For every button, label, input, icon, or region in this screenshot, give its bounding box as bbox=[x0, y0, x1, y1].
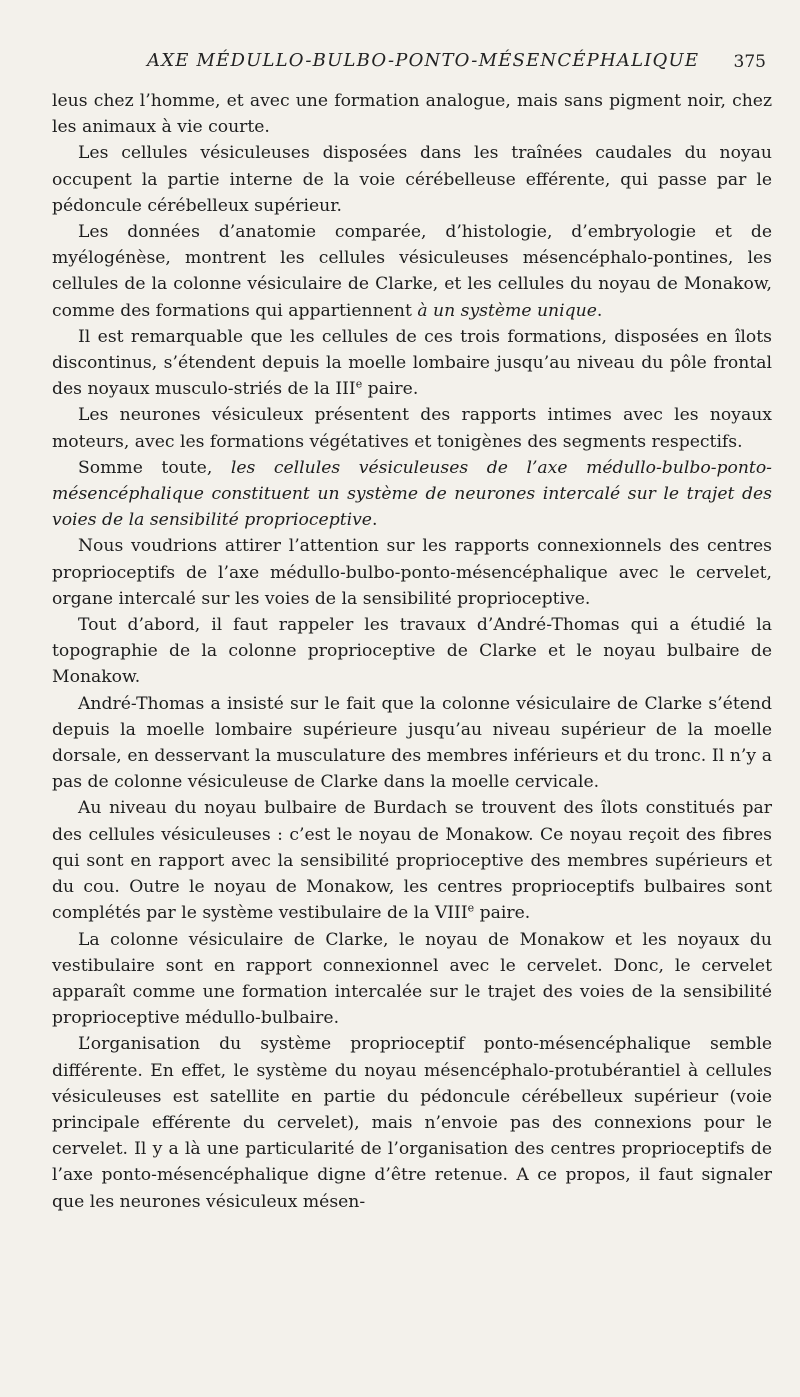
paragraph-text: Nous voudrions attirer l’attention sur les rapports connexionnels des centres proprioceptifs de l’axe médullo-bulbo-ponto-mésencéphalique avec le cervelet, organe intercalé sur les voies de la sensibilité proprioceptive. bbox=[52, 536, 772, 609]
paragraph-text-end: paire. bbox=[474, 903, 531, 924]
body-text bbox=[52, 88, 772, 1215]
paragraph bbox=[52, 691, 772, 796]
paragraph bbox=[52, 455, 772, 534]
superscript: e bbox=[355, 377, 363, 391]
paragraph-text: Il est remarquable que les cellules de ces trois formations, disposées en îlots discontinus, s’étendent depuis la moelle lombaire jusqu’au niveau du pôle frontal des noyaux musculo-striés de la III bbox=[52, 326, 772, 400]
running-head bbox=[52, 48, 770, 78]
paragraph-text: Les données d’anatomie comparée, d’histologie, d’embryologie et de myélogénèse, montrent les cellules vésiculeuses mésencéphalo-pontines, les cellules de la colonne vésiculaire de Clarke, et les cellules du noyau de Monakow, comme des formations qui appartiennent bbox=[52, 222, 772, 321]
paragraph bbox=[52, 612, 772, 691]
paragraph bbox=[52, 1031, 772, 1214]
paragraph bbox=[52, 927, 772, 1032]
paragraph-text-end: . bbox=[596, 300, 603, 321]
paragraph bbox=[52, 219, 772, 324]
paragraph-text-end: . bbox=[371, 510, 378, 531]
running-title: AXE MÉDULLO-BULBO-PONTO-MÉSENCÉPHALIQUE bbox=[147, 50, 700, 71]
paragraph bbox=[52, 88, 772, 140]
italic-emphasis: les cellules vésiculeuses de l’axe médullo-bulbo-ponto-mésencéphalique constituent un système de neurones intercalé sur le trajet des voies de la sensibilité proprioceptive bbox=[52, 457, 772, 531]
italic-emphasis: à un système unique bbox=[417, 300, 597, 321]
paragraph-text: Tout d’abord, il faut rappeler les travaux d’André-Thomas qui a étudié la topographie de la colonne proprioceptive de Clarke et le noyau bulbaire de Monakow. bbox=[52, 615, 772, 688]
paragraph-text: Les cellules vésiculeuses disposées dans les traînées caudales du noyau occupent la partie interne de la voie cérébelleuse efférente, qui passe par le pédoncule cérébelleux supérieur. bbox=[52, 143, 772, 216]
paragraph bbox=[52, 324, 772, 403]
paragraph-text: L’organisation du système proprioceptif ponto-mésencéphalique semble différente. En effet, le système du noyau mésencéphalo-protubérantiel à cellules vésiculeuses est satellite en partie du pédoncule cérébelleux supérieur (voie principale efférente du cervelet), mais n’envoie pas des connexions pour le cervelet. Il y a là une particularité de l’organisation des centres proprioceptifs de l’axe ponto-mésencéphalique digne d’être retenue. A ce propos, il faut signaler que les neurones vésiculeux mésen- bbox=[52, 1034, 772, 1212]
paragraph-text: André-Thomas a insisté sur le fait que la colonne vésiculaire de Clarke s’étend depuis la moelle lombaire supérieure jusqu’au niveau supérieur de la moelle dorsale, en desservant la musculature des membres inférieurs et du tronc. Il n’y a pas de colonne vésiculeuse de Clarke dans la moelle cervicale. bbox=[52, 693, 772, 793]
paragraph bbox=[52, 795, 772, 926]
paragraph bbox=[52, 140, 772, 219]
superscript: e bbox=[467, 901, 475, 915]
paragraph bbox=[52, 533, 772, 612]
paragraph bbox=[52, 402, 772, 454]
paragraph-text: Les neurones vésiculeux présentent des rapports intimes avec les noyaux moteurs, avec les formations végétatives et tonigènes des segments respectifs. bbox=[52, 405, 772, 452]
paragraph-text: Somme toute, bbox=[78, 457, 231, 478]
paragraph-text-end: paire. bbox=[362, 379, 419, 400]
page-number: 375 bbox=[733, 52, 766, 72]
paragraph-text: Au niveau du noyau bulbaire de Burdach se trouvent des îlots constitués par des cellules vésiculeuses : c’est le noyau de Monakow. Ce noyau reçoit des fibres qui sont en rapport avec la sensibilité proprioceptive des membres supérieurs et du cou. Outre le noyau de Monakow, les centres proprioceptifs bulbaires sont complétés par le système vestibulaire de la VIII bbox=[52, 798, 772, 924]
paragraph-text: La colonne vésiculaire de Clarke, le noyau de Monakow et les noyaux du vestibulaire sont en rapport connexionnel avec le cervelet. Donc, le cervelet apparaît comme une formation intercalée sur le trajet des voies de la sensibilité proprioceptive médullo-bulbaire. bbox=[52, 929, 772, 1029]
paragraph-text: leus chez l’homme, et avec une formation analogue, mais sans pigment noir, chez les animaux à vie courte. bbox=[52, 91, 772, 138]
